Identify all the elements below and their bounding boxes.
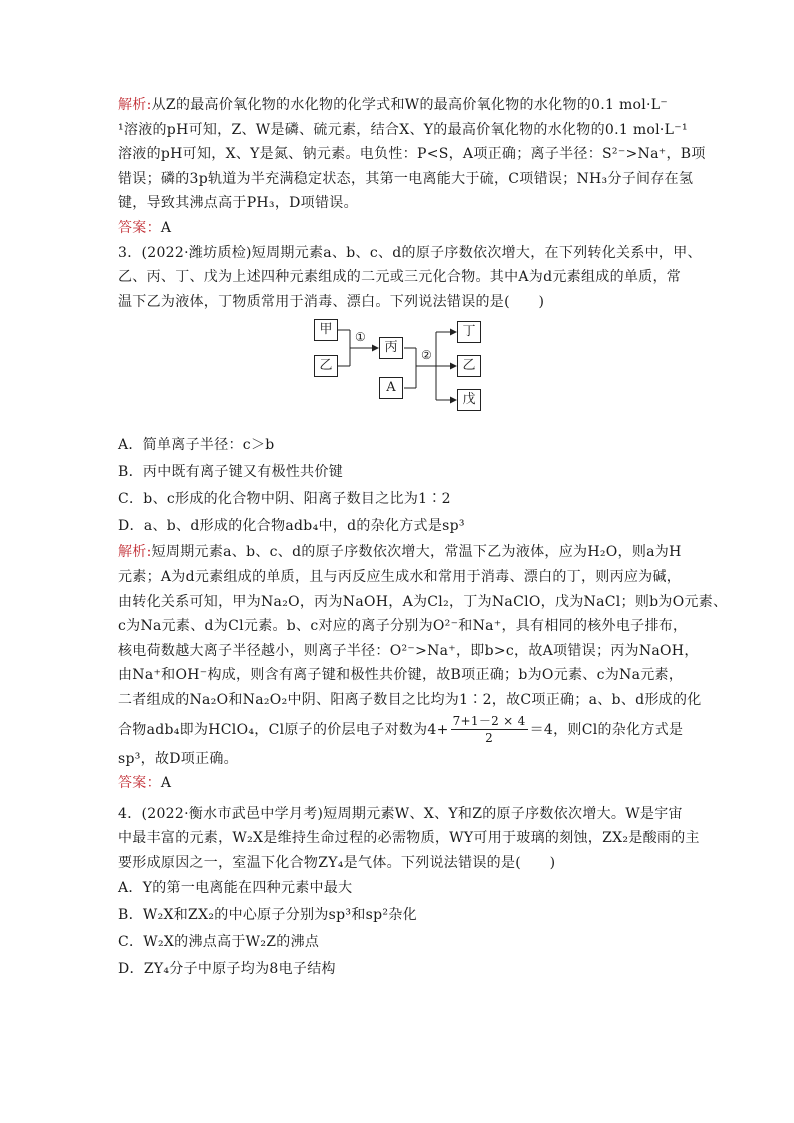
step-1-label: ① xyxy=(355,330,366,345)
question-3: 3．(2022·潍坊质检)短周期元素a、b、c、d的原子序数依次增大，在下列转化关系中，甲、 乙、丙、丁、戊为上述四种元素组成的二元或三元化合物。其中A为d元素组成的单质，常 温下乙为液体，丁物质常用于消毒、漂白。下列说法错误的是( ) 甲 乙 ① 丙 A ② 丁 乙 戊 A．简单离子半径：c＞b B．丙中既有离子键又有极性共价键 C．b、c形成的化合物中阴、阳离子数目之比为1∶2 D．a、b、d形成的化合物adb₄中，d的杂化方式是sp³ xyxy=(118,241,688,541)
analysis-block-1: 解析:从Z的最高价氧化物的水化物的化学式和W的最高价氧化物的水化物的0.1 mol·L⁻ ¹溶液的pH可知，Z、W是磷、硫元素，结合X、Y的最高价氧化物的水化物的0.1 mol·L⁻¹ 溶液的pH可知，X、Y是氮、钠元素。电负性：P<S，A项正确；离子半径：S²⁻>Na⁺，B项 错误；磷的3p轨道为半充满稳定状态，其第一电离能大于硫，C项错误；NH₃分子间存在氢 键，导致其沸点高于PH₃，D项错误。 答案：A xyxy=(118,93,688,241)
answer-line: 答案：A xyxy=(118,219,172,236)
conversion-diagram xyxy=(118,318,688,426)
analysis-label: 解析: xyxy=(118,97,152,113)
fraction-line: 合物adb₄即为HClO₄，Cl原子的价层电子对数为4+ $\frac{7+1-2 \times 4}{2}$ ＝4，则Cl的杂化方式是 xyxy=(118,714,684,745)
option-d: D．ZY₄分子中原子均为8电子结构 xyxy=(118,961,336,978)
diagram-lines xyxy=(118,318,688,426)
box-yi-product: 乙 xyxy=(457,355,481,377)
box-yi: 乙 xyxy=(314,355,338,377)
option-d: D．a、b、d形成的化合物adb₄中，d的杂化方式是sp³ xyxy=(118,518,465,535)
box-a: A xyxy=(379,377,403,399)
box-jia: 甲 xyxy=(314,319,338,341)
document-page xyxy=(118,93,728,983)
step-2-label: ② xyxy=(421,348,432,363)
box-ding: 丁 xyxy=(457,321,481,343)
option-b: B．丙中既有离子键又有极性共价键 xyxy=(118,464,344,481)
option-a: A．Y的第一电离能在四种元素中最大 xyxy=(118,880,353,897)
analysis-block-2: 解析:短周期元素a、b、c、d的原子序数依次增大，常温下乙为液体，应为H₂O，则a为H 元素；A为d元素组成的单质，且与丙反应生成水和常用于消毒、漂白的丁，则丙应为碱， 由转化关系可知，甲为Na₂O，丙为NaOH，A为Cl₂，丁为NaClO，戊为NaCl；则b为O元素、 c为Na元素、d为Cl元素。b、c对应的离子分别为O²⁻和Na⁺，具有相同的核外电子排布， 核电荷数越大离子半径越小，则离子半径：O²⁻>Na⁺，即b>c，故A项错误；丙为NaOH， 由Na⁺和OH⁻构成，则含有离子键和极性共价键，故B项正确；b为O元素、c为Na元素， 二者组成的Na₂O和Na₂O₂中阴、阳离子数目之比均为1∶2，故C项正确；a、b、d形成的化 合物adb₄即为HClO₄，Cl原子的价层电子对数为4+ $\frac{7+1-2 \times 4}{2}$ ＝4，则Cl的杂化方式是 sp³，故D项正确。 答案：A xyxy=(118,540,688,795)
option-b: B．W₂X和ZX₂的中心原子分别为sp³和sp²杂化 xyxy=(118,907,417,924)
option-c: C．W₂X的沸点高于W₂Z的沸点 xyxy=(118,934,320,951)
option-c: C．b、c形成的化合物中阴、阳离子数目之比为1∶2 xyxy=(118,491,451,508)
question-4: 4．(2022·衡水市武邑中学月考)短周期元素W、X、Y和Z的原子序数依次增大。W是宇宙 中最丰富的元素，W₂X是维持生命过程的必需物质，WY可用于玻璃的刻蚀，ZX₂是酸雨的主 要形成原因之一，室温下化合物ZY₄是气体。下列说法错误的是( ) A．Y的第一电离能在四种元素中最大 B．W₂X和ZX₂的中心原子分别为sp³和sp²杂化 C．W₂X的沸点高于W₂Z的沸点 D．ZY₄分子中原子均为8电子结构 xyxy=(118,802,688,984)
box-wu: 戊 xyxy=(457,389,481,411)
option-a: A．简单离子半径：c＞b xyxy=(118,437,275,454)
analysis-label: 解析: xyxy=(118,544,152,561)
fraction: $\frac{7+1-2 \times 4}{2}$ xyxy=(452,714,526,745)
box-bing: 丙 xyxy=(379,337,403,359)
answer-line: 答案：A xyxy=(118,775,172,792)
